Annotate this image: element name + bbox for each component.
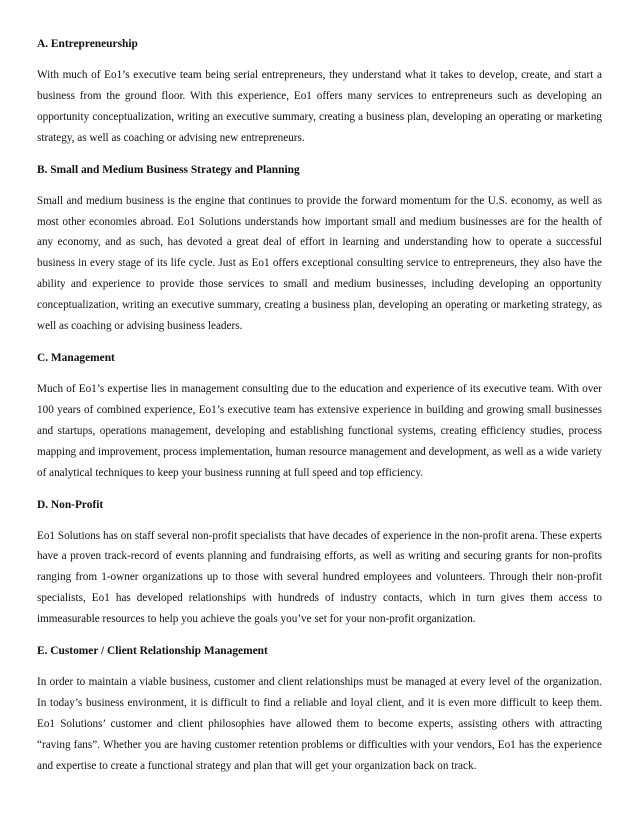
section-management <box>37 350 602 484</box>
section-heading: E. Customer / Client Relationship Management <box>37 645 268 658</box>
section-non-profit <box>37 497 602 631</box>
section-body: Small and medium business is the engine that continues to provide the forward momentum for the U.S. economy, as well as most other economies abroad. Eo1 Solutions understands how important small and medium businesses are for the health of any economy, and as such, has devoted a great deal of effort in learning and understanding how to operate a successful business in every stage of its life cycle. Just as Eo1 offers exceptional consulting service to entrepreneurs, they also have the ability and experience to provide those services to small and medium businesses, including developing an opportunity conceptualization, writing an executive summary, creating a business plan, developing an operating or marketing strategy, as well as coaching or advising business leaders. <box>37 194 602 333</box>
section-customer-client-relationship <box>37 643 602 777</box>
section-body: Much of Eo1’s expertise lies in management consulting due to the education and experience of its executive team. With over 100 years of combined experience, Eo1’s executive team has extensive experience in building and growing small businesses and startups, operations management, developing and establishing functional systems, creating efficiency studies, process mapping and improvement, process implementation, human resource management and development, as well as a wide variety of analytical techniques to keep your business running at full speed and top efficiency. <box>37 382 602 479</box>
section-small-medium-business <box>37 162 602 337</box>
section-body: Eo1 Solutions has on staff several non-profit specialists that have decades of experience in the non-profit arena. These experts have a proven track-record of events planning and fundraising efforts, as well as writing and securing grants for non-profits ranging from 1-owner organizations up to those with several hundred employees and volunteers. Through their non-profit specialists, Eo1 has developed relationships with hundreds of industry contacts, which in turn gives them access to immeasurable resources to help you achieve the goals you’ve set for your non-profit organization. <box>37 529 602 626</box>
section-entrepreneurship <box>37 36 602 149</box>
document-page <box>37 36 602 777</box>
section-heading: A. Entrepreneurship <box>37 38 138 50</box>
section-body: In order to maintain a viable business, customer and client relationships must be managed at every level of the organization. In today’s business environment, it is difficult to find a reliable and loyal client, and it is even more difficult to keep them. Eo1 Solutions’ customer and client philosophies have allowed them to become experts, assisting others with attracting “raving fans”. Whether you are having customer retention problems or difficulties with your vendors, Eo1 has the experience and expertise to create a functional strategy and plan that will get your organization back on track. <box>37 676 602 772</box>
section-body: With much of Eo1’s executive team being serial entrepreneurs, they understand what it takes to develop, create, and start a business from the ground floor. With this experience, Eo1 offers many services to entrepreneurs such as developing an opportunity conceptualization, writing an executive summary, creating a business plan, developing an operating or marketing strategy, as well as coaching or advising new entrepreneurs. <box>37 69 602 144</box>
section-heading: B. Small and Medium Business Strategy and Planning <box>37 163 300 176</box>
section-heading: D. Non-Profit <box>37 498 104 511</box>
section-heading: C. Management <box>37 351 115 364</box>
